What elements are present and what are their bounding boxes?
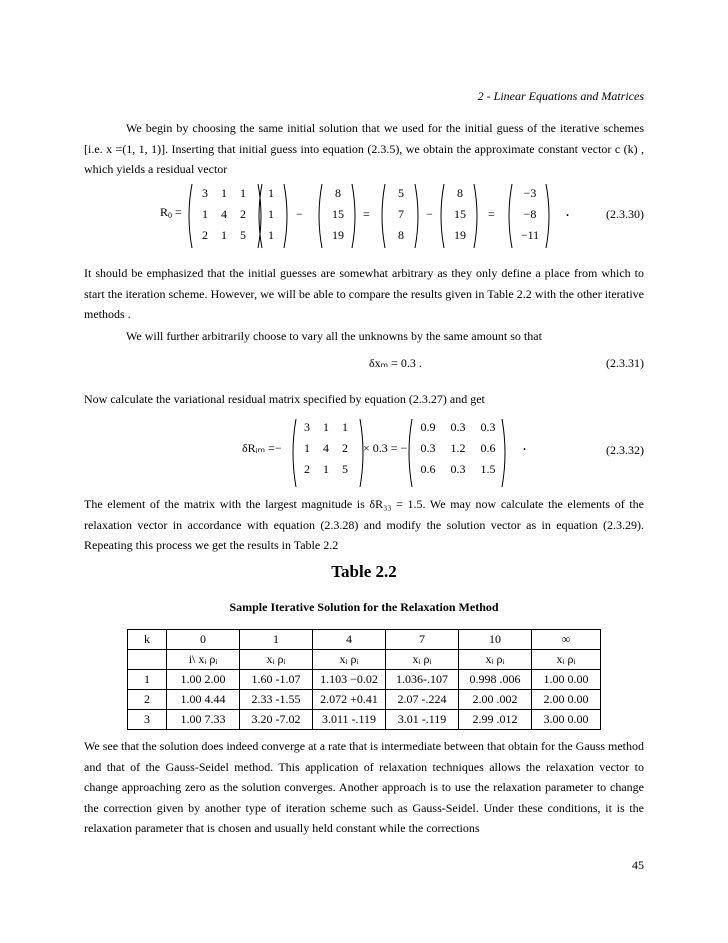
table-cell: 2.99 .012 [459,710,532,730]
minus-sign: − [296,207,303,221]
table-cell: 1.103 −0.02 [313,670,386,690]
matrix-cell: 5 [342,462,348,476]
matrix-cell: 2 [202,228,208,242]
header-cell: 10 [459,630,532,650]
table-cell: 2.07 -.224 [386,690,459,710]
header-cell: 1 [240,630,313,650]
equals-sign: = [363,207,370,221]
table-cell: 0.998 .006 [459,670,532,690]
table-cell: 3.011 -.119 [313,710,386,730]
table-cell: 2 [128,690,167,710]
header-cell: k [128,630,167,650]
matrix-cell: 1 [221,186,227,200]
table-cell: 1.00 7.33 [167,710,240,730]
table-cell: 1 [128,670,167,690]
matrix-cell: 0.3 [480,420,496,434]
header-cell: xᵢ ρᵢ [313,650,386,670]
table-cell: 1.00 4.44 [167,690,240,710]
paragraph-5: The element of the matrix with the largest magnitude is δR₃₃ = 1.5. We may now calculate the elements of the relaxation vector in accordance with equation (2.3.28) and modify the solution vector as in equation (2.3.29). Repeating this process we get the results in Table 2.2 [84,497,644,552]
header-cell: xᵢ ρᵢ [240,650,313,670]
paragraph-4: Now calculate the variational residual matrix specified by equation (2.3.27) and get [84,392,485,406]
page-number: 45 [632,858,644,872]
header-cell: xᵢ ρᵢ [386,650,459,670]
vector-cell: 8 [335,186,341,200]
header-cell: 4 [313,630,386,650]
residual-lhs: $R_0$ = [160,205,182,220]
matrix-cell: 5 [240,228,246,242]
minus-sign: − [426,207,433,221]
matrix-cell: 3 [304,420,310,434]
table-header-row [128,630,601,650]
table-row [128,710,601,730]
table-row [128,690,601,710]
matrix-cell: 0.3 [420,441,436,455]
matrix-cell: 4 [221,207,227,221]
vector-cell: 5 [398,186,404,200]
matrix-cell: 4 [323,441,329,455]
matrix-cell: 0.3 [450,462,466,476]
paragraph-3: We will further arbitrarily choose to vary all the unknowns by the same amount so that [126,329,542,343]
header-cell: 0 [167,630,240,650]
residual-symbol: R [160,205,169,219]
table-cell: 1.036-.107 [386,670,459,690]
table-cell: 1.00 2.00 [167,670,240,690]
table-cell: 2.33 -1.55 [240,690,313,710]
vector-cell: 8 [398,228,404,242]
header-cell: xᵢ ρᵢ [459,650,532,670]
table-subheader-row [128,650,601,670]
matrix-cell: 1 [323,420,329,434]
paragraph-6: We see that the solution does indeed converge at a rate that is intermediate between that obtain for the Gauss method and that of the Gauss-Seidel method. This application of relaxation techniques allows the relaxation vector to change approaching zero as the solution converges. Another approach is to use the relaxation parameter to change the correction given by another type of iteration scheme such as Gauss-Seidel. Under these conditions, it is the relaxation parameter that is chosen and usually held constant while the corrections [84,739,644,835]
table-cell: 3 [128,710,167,730]
multiplication: × 0.3 = − [363,441,408,455]
period: . [566,205,569,219]
equals-sign: = [488,207,495,221]
vector-cell: −3 [523,186,537,200]
header-cell: i\ xᵢ ρᵢ [167,650,240,670]
equation-number: (2.3.30) [606,207,644,221]
vector-cell: 8 [457,186,463,200]
table-cell: 3.01 -.119 [386,710,459,730]
table-cell: 2.00 0.00 [532,690,601,710]
table-title: Table 2.2 [331,562,397,581]
table-subtitle: Sample Iterative Solution for the Relaxation Method [229,600,499,614]
header-cell: xᵢ ρᵢ [532,650,601,670]
table-cell: 2.00 .002 [459,690,532,710]
matrix-cell: 1 [323,462,329,476]
vector-cell: 19 [454,228,466,242]
table-cell: 3.00 0.00 [532,710,601,730]
residual-subscript: 0 [168,211,173,220]
table-cell: 1.60 -1.07 [240,670,313,690]
table-cell: 1.00 0.00 [532,670,601,690]
results-table [127,629,601,730]
vector-cell: 1 [268,207,274,221]
period: . [523,439,526,453]
vector-cell: 19 [332,228,344,242]
matrix-cell: 1.5 [480,462,496,476]
equation-number: (2.3.31) [606,356,644,370]
equation-number: (2.3.32) [606,443,644,457]
header-cell: 7 [386,630,459,650]
matrix-cell: 1 [202,207,208,221]
matrix-cell: 0.6 [480,441,496,455]
vector-cell: 1 [268,228,274,242]
paragraph-2: It should be emphasized that the initial guesses are somewhat arbitrary as they only define a place from which to start the iteration scheme. However, we will be able to compare the results given in Table 2.2 with the other iterative methods . [84,266,644,321]
matrix-cell: 1 [240,186,246,200]
matrix-cell: 1 [342,420,348,434]
matrix-cell: 0.9 [420,420,436,434]
vector-cell: 15 [332,207,344,221]
vector-cell: 15 [454,207,466,221]
matrix-cell: 0.3 [450,420,466,434]
vector-cell: 7 [398,207,404,221]
matrix-cell: 1 [221,228,227,242]
matrix-cell: 0.6 [420,462,436,476]
header-cell: ∞ [532,630,601,650]
table-cell: 2.072 +0.41 [313,690,386,710]
vector-cell: −8 [523,207,537,221]
matrix-cell: 3 [202,186,208,200]
table-row [128,670,601,690]
paragraph-1: We begin by choosing the same initial solution that we used for the initial guess of the iterative schemes [i.e. x =(1, 1, 1)]. Inserting that initial guess into equation (2.3.5), we obtain the approximate constant vector c (k) , which yields a residual vector [84,121,644,176]
equation-2-3-31: δxₘ = 0.3 . [369,356,422,370]
matrix-cell: 2 [304,462,310,476]
matrix-cell: 2 [342,441,348,455]
matrix-cell: 1.2 [450,441,466,455]
matrix-cell: 1 [304,441,310,455]
vector-cell: −11 [520,228,540,242]
variational-residual-lhs: δRᵢₘ =− [242,441,282,455]
header-cell [128,650,167,670]
table-cell: 3.20 -7.02 [240,710,313,730]
matrix-cell: 2 [240,207,246,221]
vector-cell: 1 [268,186,274,200]
running-header: 2 - Linear Equations and Matrices [477,89,644,103]
